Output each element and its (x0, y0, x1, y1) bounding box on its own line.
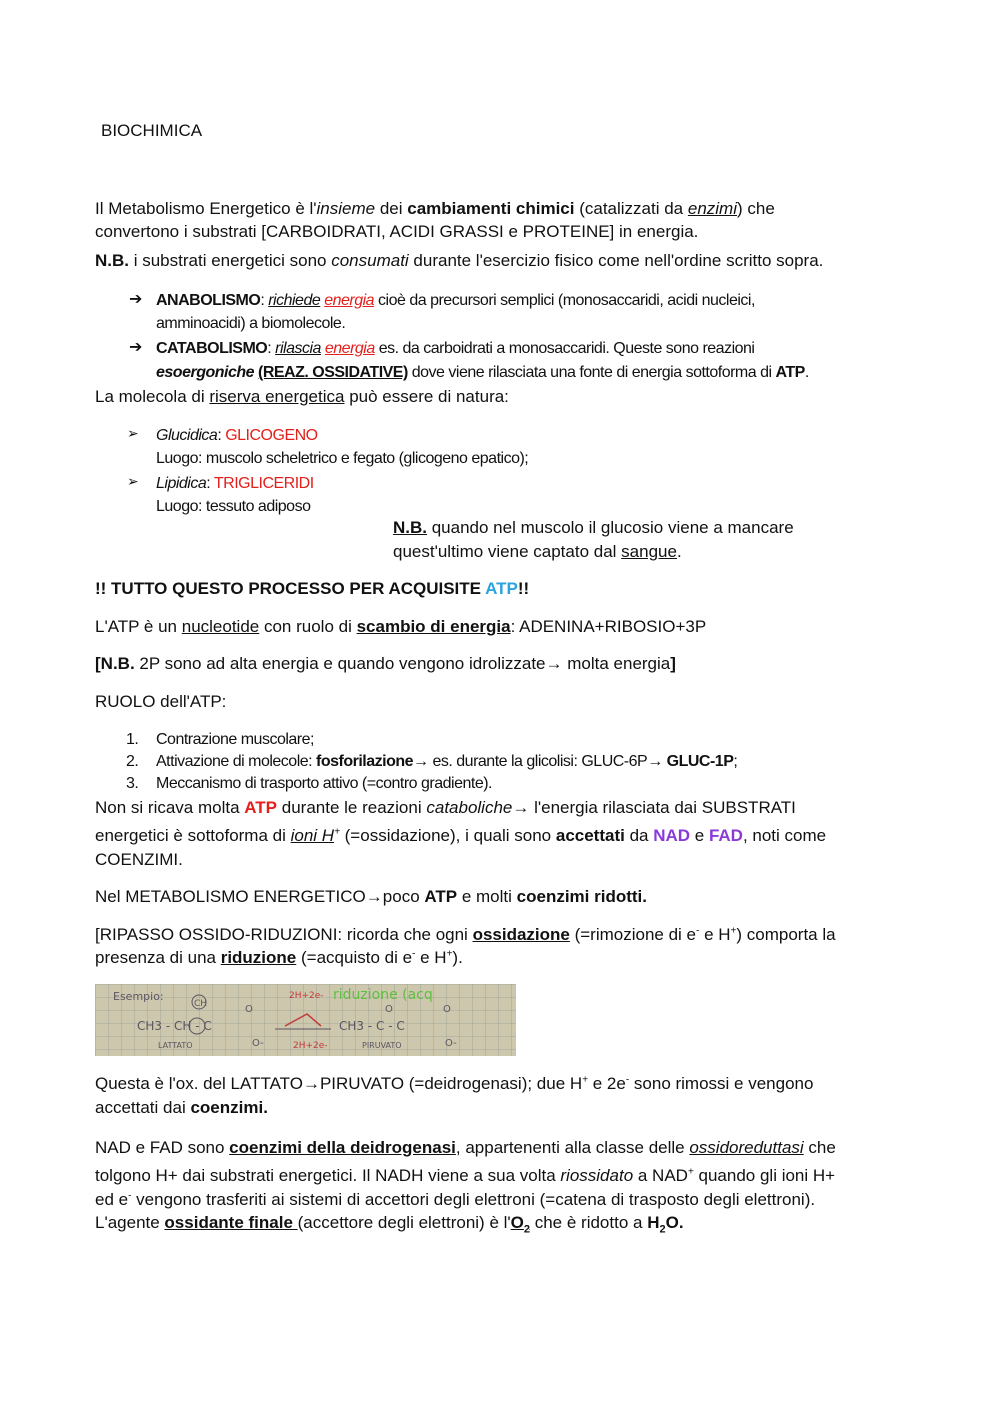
intro-line-2: convertono i substrati [CARBOIDRATI, ACIDI GRASSI e PROTEINE] in energia. (95, 222, 699, 241)
nad-line-1: NAD e FAD sono coenzimi della deidrogenasi, appartenenti alla classe delle ossidoreduttasi che (95, 1138, 836, 1157)
role-item: Attivazione di molecole: fosforilazione→ es. durante la glicolisi: GLUC-6P→ GLUC-1P; (156, 753, 738, 770)
photo-lactate-formula: CH3 - CH - C (137, 1019, 212, 1033)
arrow-bullet-icon: ➔ (129, 291, 143, 308)
photo-example-label: Esempio: (113, 990, 164, 1003)
role-title: RUOLO dell'ATP: (95, 692, 227, 711)
photo-oxygen-4: O (385, 1004, 393, 1015)
intro-line-1: Il Metabolismo Energetico è l'insieme dei cambiamenti chimici (catalizzati da enzimi) che (95, 199, 775, 218)
photo-oxygen-2: O- (252, 1038, 264, 1049)
anabolismo-item-cont: amminoacidi) a biomolecole. (156, 315, 346, 332)
reserve-item-lipidica: Lipidica: TRIGLICERIDI (156, 475, 314, 492)
catabolic-line-2: energetici è sottoforma di ioni H+ (=ossidazione), i quali sono accettati da NAD e FAD, noti come (95, 826, 827, 845)
reserve-item-glucidica: Glucidica: GLICOGENO (156, 427, 318, 444)
reserve-item-glucidica-place: Luogo: muscolo scheletrico e fegato (glicogeno epatico); (156, 450, 529, 467)
photo-reduction-label: riduzione (acq (333, 987, 433, 1003)
lactate-line-1: Questa è l'ox. del LATTATO→PIRUVATO (=deidrogenasi); due H+ e 2e- sono rimossi e vengono (95, 1074, 814, 1093)
role-number: 1. (126, 731, 139, 748)
lactate-pyruvate-photo (95, 984, 516, 1056)
photo-pyruvate-formula: CH3 - C - C (339, 1019, 405, 1033)
catabolismo-item-cont: esoergoniche (REAZ. OSSIDATIVE) dove viene rilasciata una fonte di energia sottoforma di ATP. (156, 364, 809, 381)
reserve-line: La molecola di riserva energetica può essere di natura: (95, 387, 509, 406)
ripasso-line-1: [RIPASSO OSSIDO-RIDUZIONI: ricorda che ogni ossidazione (=rimozione di e- e H+) comporta la (95, 925, 836, 944)
photo-oxygen-1: O (245, 1004, 253, 1015)
lactate-line-2: accettati dai coenzimi. (95, 1098, 268, 1117)
atp-nb-line: [N.B. 2P sono ad alta energia e quando vengono idrolizzate→ molta energia] (95, 654, 676, 673)
catabolic-line-3: COENZIMI. (95, 850, 183, 869)
triangle-bullet-icon: ➢ (127, 473, 139, 489)
catabolic-line-1: Non si ricava molta ATP durante le reazioni cataboliche→ l'energia rilasciata dai SUBSTRATI (95, 798, 796, 817)
catabolismo-item: CATABOLISMO: rilascia energia es. da carboidrati a monosaccaridi. Queste sono reazioni (156, 340, 755, 357)
intro-nb-line: N.B. i substrati energetici sono consumati durante l'esercizio fisico come nell'ordine scritto sopra. (95, 251, 824, 270)
photo-electrons-top: 2H+2e- (289, 991, 324, 1001)
triangle-bullet-icon: ➢ (127, 425, 139, 441)
page-title: BIOCHIMICA (101, 121, 203, 140)
role-item: Contrazione muscolare; (156, 731, 314, 748)
reserve-item-lipidica-place: Luogo: tessuto adiposo (156, 498, 311, 515)
photo-oxygen-3: O- (445, 1038, 457, 1049)
nad-line-3: ed e- vengono trasferiti ai sistemi di accettori degli elettroni (=catena di trasposto degli elettroni). (95, 1190, 816, 1209)
atp-headline: !! TUTTO QUESTO PROCESSO PER ACQUISITE ATP!! (95, 579, 530, 598)
photo-electrons-bottom: 2H+2e- (293, 1041, 328, 1051)
ripasso-line-2: presenza di una riduzione (=acquisto di e- e H+). (95, 948, 463, 967)
photo-pyruvate-label: PIRUVATO (362, 1041, 402, 1050)
arrow-bullet-icon: ➔ (129, 339, 143, 356)
photo-oxygen-5: O (443, 1004, 451, 1015)
nad-line-4: L'agente ossidante finale (accettore degli elettroni) è $l'O_2$ che è ridotto a $H_2O$. (95, 1213, 684, 1236)
nb-glucose-line-1: N.B. quando nel muscolo il glucosio viene a mancare (393, 518, 794, 537)
role-number: 3. (126, 775, 139, 792)
anabolismo-item: ANABOLISMO: richiede energia cioè da precursori semplici (monosaccaridi, acidi nucleici, (156, 292, 755, 309)
photo-ch-label: CH (194, 999, 208, 1009)
photo-lactate-label: LATTATO (158, 1041, 193, 1050)
role-item: Meccanismo di trasporto attivo (=contro gradiente). (156, 775, 492, 792)
metabolism-line: Nel METABOLISMO ENERGETICO→poco ATP e molti coenzimi ridotti. (95, 887, 647, 906)
role-number: 2. (126, 753, 139, 770)
nb-glucose-line-2: quest'ultimo viene captato dal sangue. (393, 542, 682, 561)
nad-line-2: tolgono H+ dai substrati energetici. Il NADH viene a sua volta riossidato a NAD+ quando gli ioni H+ (95, 1166, 836, 1185)
atp-definition: L'ATP è un nucleotide con ruolo di scambio di energia: ADENINA+RIBOSIO+3P (95, 617, 707, 636)
